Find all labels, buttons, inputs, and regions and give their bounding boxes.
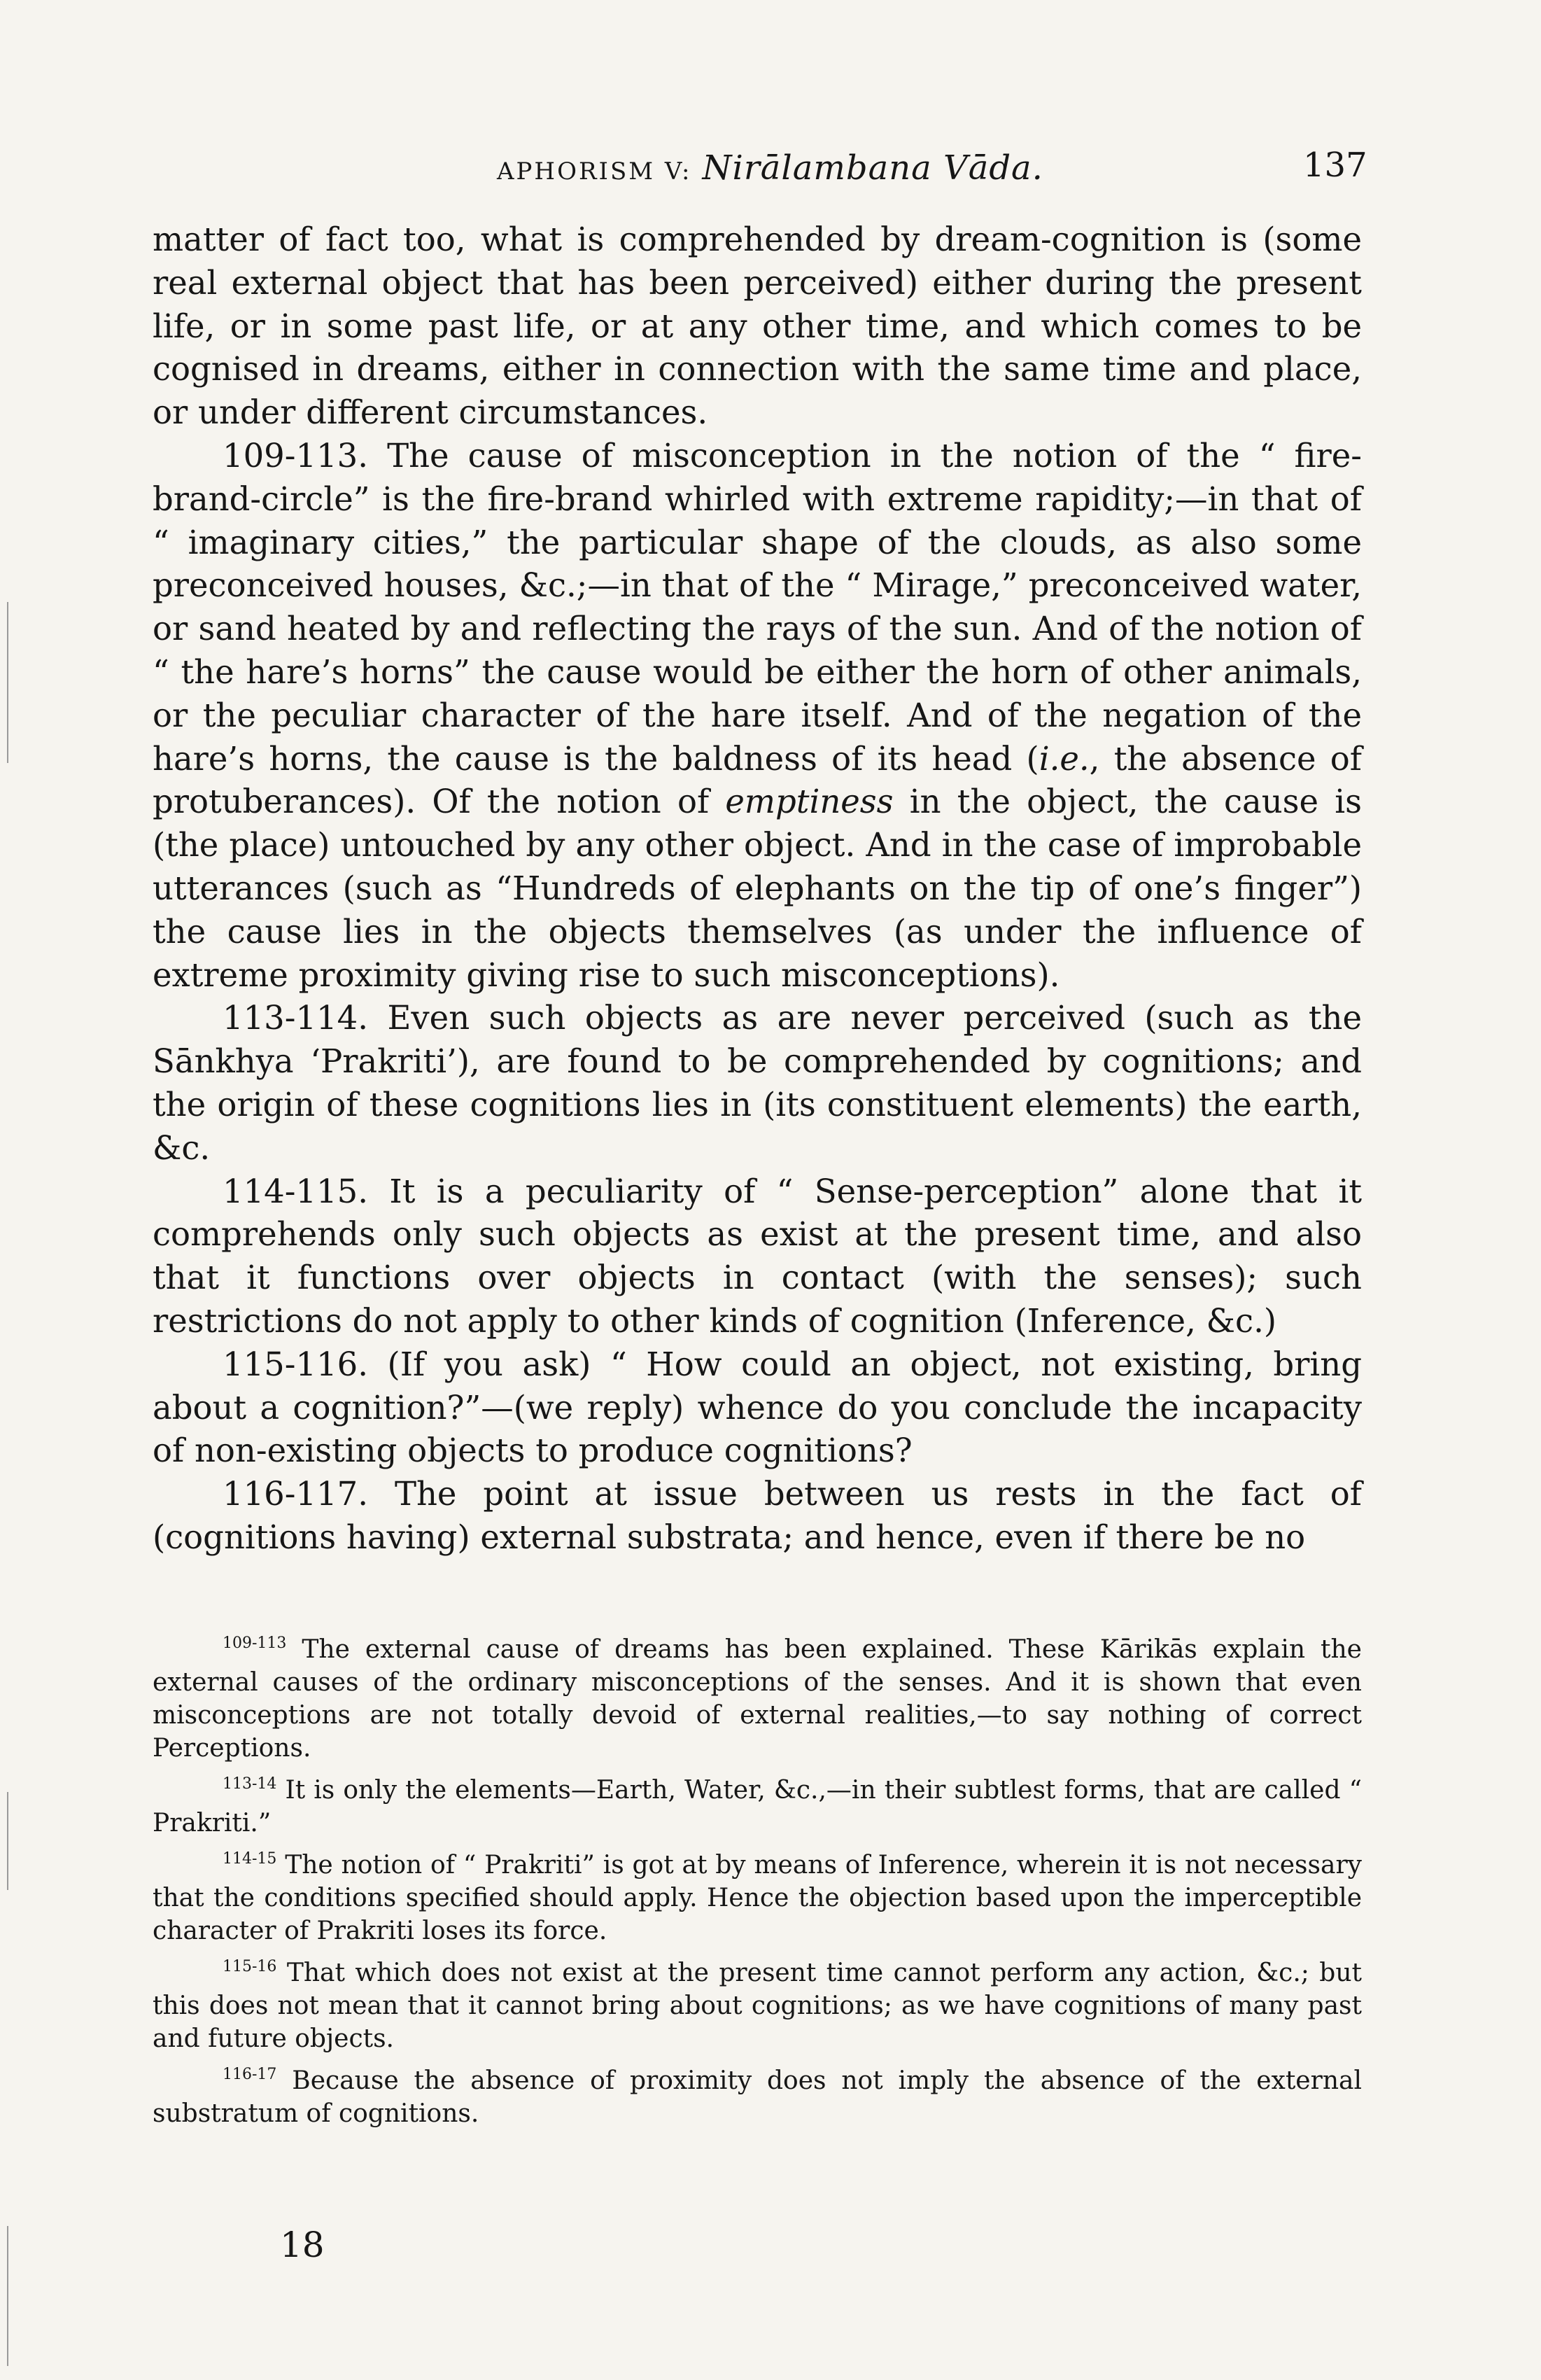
page-number: 137 — [1303, 146, 1367, 185]
paragraph-text: (If you ask) “ How could an object, not existing, bring about a cognition?”—(we reply) whence do you conclude the incapacity of non-existing objects to produce cognitions? — [153, 1345, 1363, 1470]
paragraph-text: The cause of misconception in the notion of the “ fire-brand-circle” is the fire-brand whirled with extreme rapidity;—in that of “ imaginary cities,” the particular shape of the clouds, as also some preconceived houses, &c.;—in that of the “ Mirage,” preconceived water, or sand heated by and reflecting the rays of the sun. And of the notion of “ the hare’s horns” the cause would be either the horn of other animals, or the peculiar character of the hare itself. And of the negation of the hare’s horns, the cause is the baldness of its head ( — [153, 436, 1363, 778]
topic-title: Nirālambana Vāda. — [702, 148, 1043, 188]
paragraph-text: in the object, the cause is (the place) untouched by any other object. And in the case of improbable utterances (such as “Hundreds of elephants on the tip of one’s finger”) the cause lies in the objects themselves (as under the influence of extreme proximity giving rise to such misconceptions). — [153, 783, 1362, 994]
paragraph-115-116 — [153, 1343, 1362, 1473]
paragraph-text: The point at issue between us rests in the fact of (cognitions having) external substrata; and hence, even if there be no — [153, 1475, 1363, 1556]
emphasis-ie: i.e. — [1039, 739, 1090, 778]
footnote-ref: 115-16 — [223, 1958, 277, 1975]
paragraph-113-114 — [153, 997, 1362, 1170]
footnote — [153, 1842, 1362, 1947]
footnote-text: The external cause of dreams has been explained. These Kārikās explain the external causes of the ordinary misconceptions of the senses. And it is shown that even misconceptions are not totally devoid of external realities,—to say nothing of correct Perceptions. — [153, 1635, 1362, 1763]
paragraph-ref: 116-117. — [223, 1475, 369, 1513]
footnote-ref: 109-113 — [223, 1634, 287, 1652]
footnote — [153, 1627, 1362, 1765]
footnote-ref: 113-14 — [223, 1775, 277, 1793]
paragraph-text: Even such objects as are never perceived (such as the Sānkhya ‘Prakriti’), are found to be comprehended by cognitions; and the origin of these cognitions lies in (its constituent elements) the earth, &c. — [153, 999, 1362, 1167]
signature-mark: 18 — [280, 2225, 325, 2265]
aphorism-label: APHORISM V: — [497, 158, 692, 186]
scan-edge-mark — [7, 1792, 8, 1890]
footnote-text: Because the absence of proximity does not imply the absence of the external substratum of cognitions. — [153, 2066, 1362, 2128]
paragraph-109-113 — [153, 435, 1362, 997]
paragraph-ref: 113-114. — [223, 999, 369, 1037]
footnotes — [153, 1627, 1362, 2133]
footnote — [153, 1950, 1362, 2055]
emphasis-emptiness: emptiness — [725, 783, 894, 821]
footnote-ref: 114-15 — [223, 1850, 277, 1868]
running-head — [0, 148, 1541, 190]
paragraph-ref: 115-116. — [223, 1345, 369, 1383]
footnote-text: That which does not exist at the present time cannot perform any action, &c.; but this does not mean that it cannot bring about cognitions; as we have cognitions of many past and future objects. — [153, 1959, 1362, 2053]
scan-edge-mark — [7, 602, 8, 763]
paragraph-ref: 109-113. — [223, 436, 369, 475]
body-text — [153, 218, 1362, 1560]
footnote — [153, 1768, 1362, 1840]
paragraph-116-117 — [153, 1473, 1362, 1560]
paragraph-text: , the absence of protuberances). Of the notion of — [153, 739, 1362, 821]
footnote-text: It is only the elements—Earth, Water, &c.,—in their subtlest forms, that are called “ Prakriti.” — [153, 1776, 1362, 1837]
paragraph-114-115 — [153, 1170, 1362, 1343]
running-title — [497, 148, 1043, 188]
footnote — [153, 2058, 1362, 2130]
scan-edge-mark — [7, 2226, 8, 2366]
footnote-text: The notion of “ Prakriti” is got at by means of Inference, wherein it is not necessary that the conditions specified should apply. Hence the objection based upon the imperceptible character of Prakriti loses its force. — [153, 1851, 1362, 1945]
paragraph-continued: matter of fact too, what is comprehended by dream-cognition is (some real external object that has been perceived) either during the present life, or in some past life, or at any other time, and which comes to be cognised in dreams, either in connection with the same time and place, or under different circumstances. — [153, 220, 1362, 432]
paragraph-text: It is a peculiarity of “ Sense-perception” alone that it comprehends only such objects as exist at the present time, and also that it functions over objects in contact (with the senses); such restrictions do not apply to other kinds of cognition (Inference, &c.) — [153, 1172, 1362, 1340]
footnote-ref: 116-17 — [223, 2066, 277, 2083]
paragraph-ref: 114-115. — [223, 1172, 369, 1210]
